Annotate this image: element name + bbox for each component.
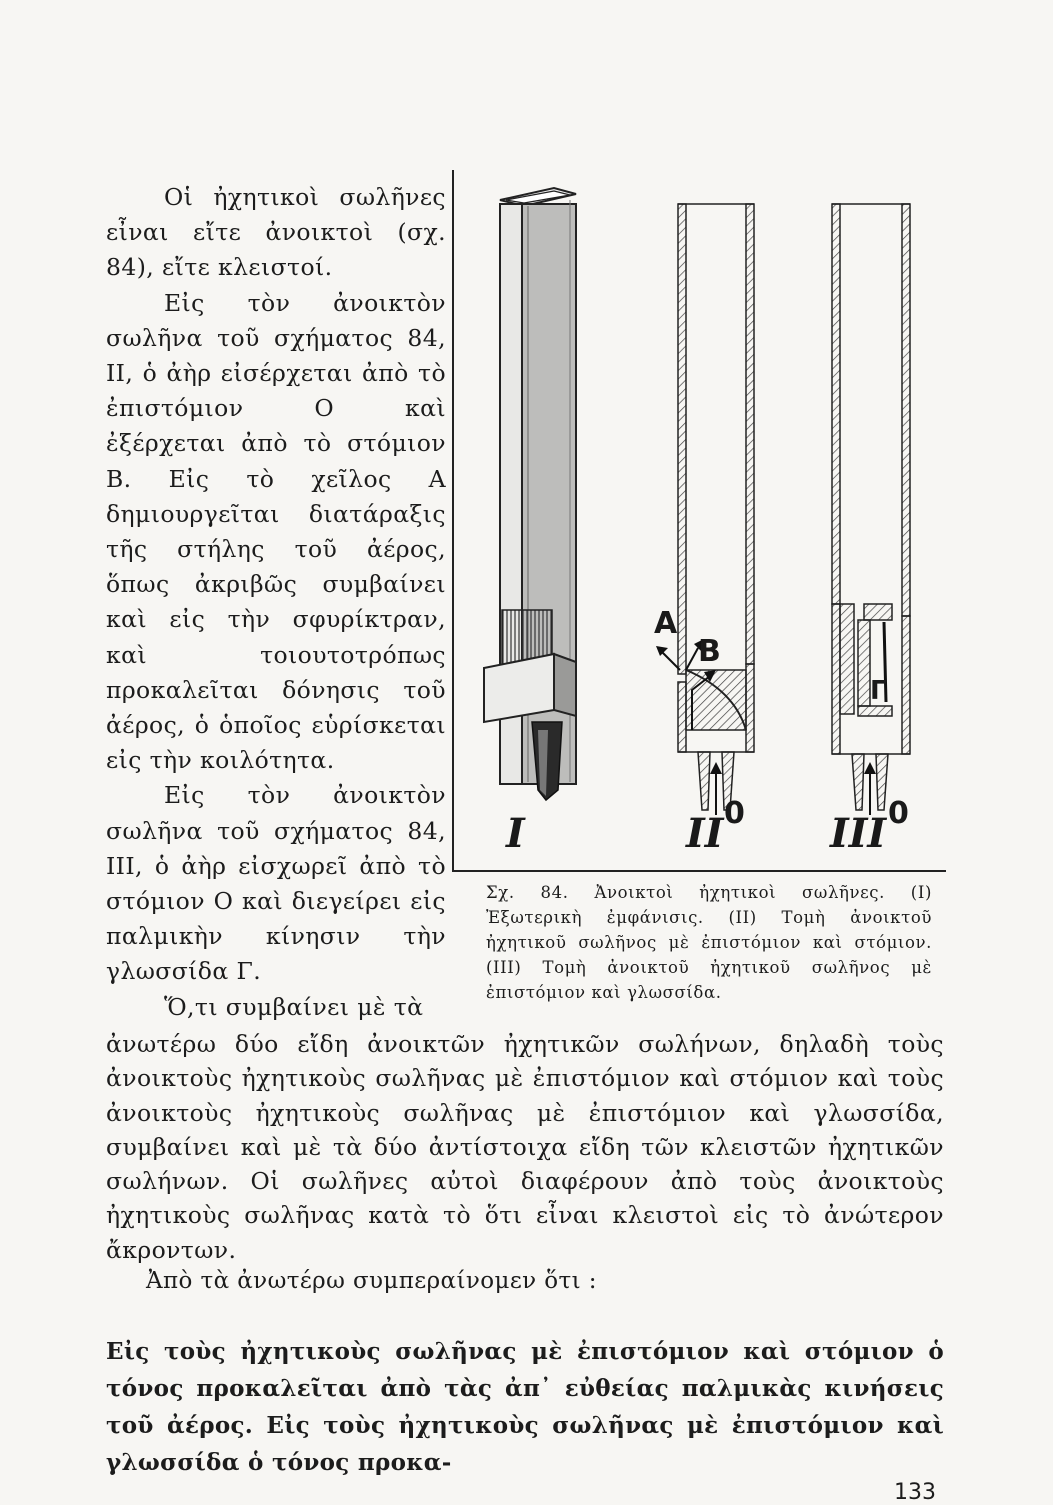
figure-84-drawing xyxy=(454,170,946,870)
conclusion-intro: Ἀπὸ τὰ ἀνωτέρω συμπεραίνομεν ὅτι : xyxy=(146,1268,597,1294)
conclusion-bold: Εἰς τοὺς ἠχητικοὺς σωλῆνας μὲ ἐπιστόμιον καὶ στόμιον ὁ τόνος προκαλεῖται ἀπὸ τὰς ἀπ᾽ εὐθείας παλμικὰς κινήσεις τοῦ ἀέρος. Εἰς τοὺς ἠχητικοὺς σωλῆνας μὲ ἐπιστόμιον καὶ γλωσσίδα ὁ τόνος προκα- xyxy=(106,1338,944,1476)
letter-o-ii: 0 xyxy=(724,796,745,831)
pipe-ii-section xyxy=(656,204,754,815)
figure-label-i: I xyxy=(506,810,525,857)
figure-label-iii: III xyxy=(830,810,887,857)
paragraph-open-closed-pipes: Οἱ ἠχητικοὶ σωλῆνες εἶναι εἴτε ἀνοικτοὶ (σχ. 84), εἴτε κλειστοί. xyxy=(106,183,446,282)
letter-gamma: Γ xyxy=(870,676,887,706)
figure-label-ii: II xyxy=(686,810,724,857)
letter-a: A xyxy=(654,606,678,641)
letter-b: B xyxy=(698,634,721,669)
pipe-iii-section xyxy=(832,204,910,815)
letter-o-iii: 0 xyxy=(888,796,909,831)
full-width-paragraph: ἀνωτέρω δύο εἴδη ἀνοικτῶν ἠχητικῶν σωλήνων, δηλαδὴ τοὺς ἀνοικτοὺς ἠχητικοὺς σωλῆνας μὲ ἐπιστόμιον καὶ στόμιον καὶ τοὺς ἀνοικτοὺς ἠχητικοὺς σωλῆνας μὲ ἐπιστόμιον καὶ γλωσσίδα, συμβαίνει καὶ μὲ τὰ δύο ἀντίστοιχα εἴδη τῶν κλειστῶν ἠχητικῶν σωλήνων. Οἱ σωλῆνες αὐτοὶ διαφέρουν ἀπὸ τοὺς ἀνοικτοὺς ἠχητικοὺς σωλῆνας κατὰ τὸ ὅτι εἶναι κλειστοὶ εἰς τὸ ἀνώτερον ἄκροντων. xyxy=(106,1030,944,1264)
figure-84 xyxy=(452,170,946,872)
paragraph-pipe-iii: Εἰς τὸν ἀνοικτὸν σωλῆνα τοῦ σχήματος 84, III, ὁ ἀὴρ εἰσχωρεῖ ἀπὸ τὸ στόμιον Ο καὶ διεγείρει εἰς παλμικὴν κίνησιν τὴν γλωσσίδα Γ. xyxy=(106,781,446,986)
figure-caption: Σχ. 84. Ἀνοικτοὶ ἠχητικοὶ σωλῆνες. (I) Ἐξωτερικὴ ἐμφάνισις. (II) Τομὴ ἀνοικτοῦ ἠχητικοῦ σωλῆνος μὲ ἐπιστόμιον καὶ στόμιον. (III) Τομὴ ἀνοικτοῦ ἠχητικοῦ σωλῆνος μὲ ἐπιστόμιον καὶ γλωσσίδα. xyxy=(486,883,932,1002)
paragraph-pipe-ii: Εἰς τὸν ἀνοικτὸν σωλῆνα τοῦ σχήματος 84, II, ὁ ἀὴρ εἰσέρχεται ἀπὸ τὸ ἐπιστόμιον Ο καὶ ἐξέρχεται ἀπὸ τὸ στόμιον Β. Εἰς τὸ χεῖλος Α δημιουργεῖται διατάραξις τῆς στήλης τοῦ ἀέρος, ὅπως ἀκριβῶς συμβαίνει καὶ εἰς τὴν σφυρίκτραν, καὶ τοιουτοτρόπως προκαλεῖται δόνησις τοῦ ἀέρος, ὁ ὁποῖος εὑρίσκεται εἰς τὴν κοιλότητα. xyxy=(106,288,446,775)
paragraph-continuation-start: Ὅ,τι συμβαίνει μὲ τὰ xyxy=(164,992,424,1021)
page-number: 133 xyxy=(894,1480,936,1505)
left-column-text xyxy=(106,180,446,1025)
pipe-i-external-view xyxy=(484,188,576,800)
